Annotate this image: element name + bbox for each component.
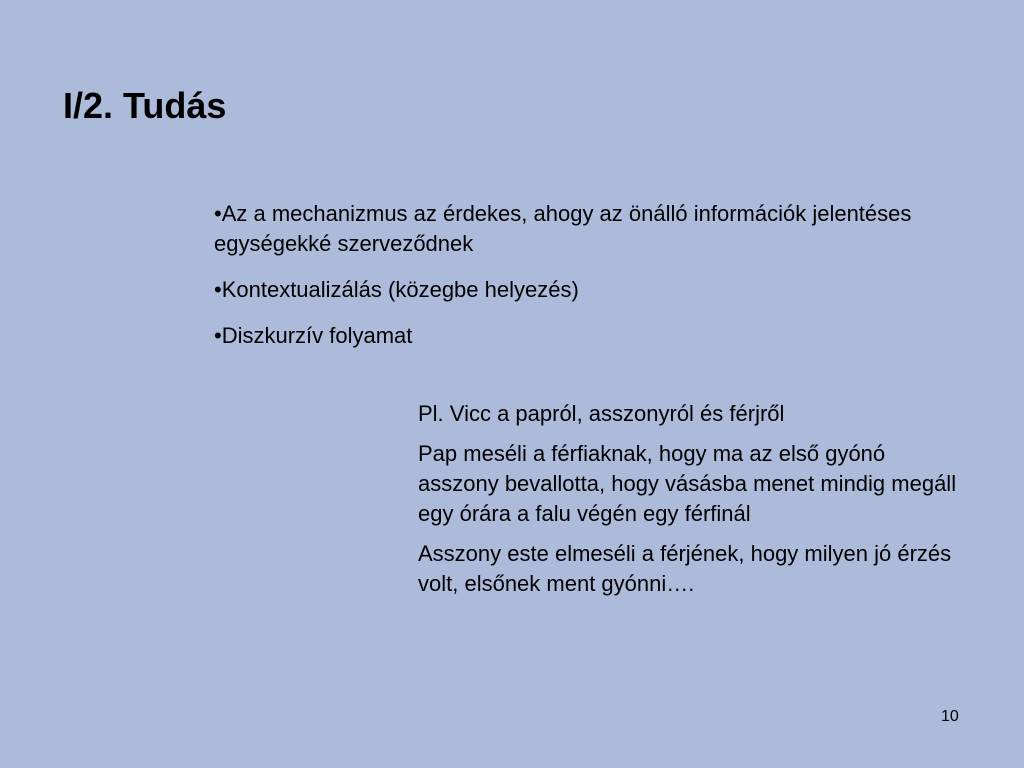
slide-title: I/2. Tudás [63,85,227,126]
bullet-item: •Kontextualizálás (közegbe helyezés) [214,277,579,302]
bullet-item: •Az a mechanizmus az érdekes, ahogy az önálló információk jelentéses egységekké szerveződnek [214,201,912,256]
example-paragraph: Asszony este elmeséli a férjének, hogy milyen jó érzés volt, elsőnek ment gyónni…. [418,541,952,596]
bullet-item: •Diszkurzív folyamat [214,323,413,348]
example-paragraph: Pap meséli a férfiaknak, hogy ma az első gyónó asszony bevallotta, hogy vásásba menet mindig megáll egy órára a falu végén egy férfinál [418,441,957,526]
example-block [418,399,958,609]
bullet-list [214,199,934,367]
page-number: 10 [941,708,959,725]
example-heading: Pl. Vicc a papról, asszonyról és férjről [418,401,785,426]
